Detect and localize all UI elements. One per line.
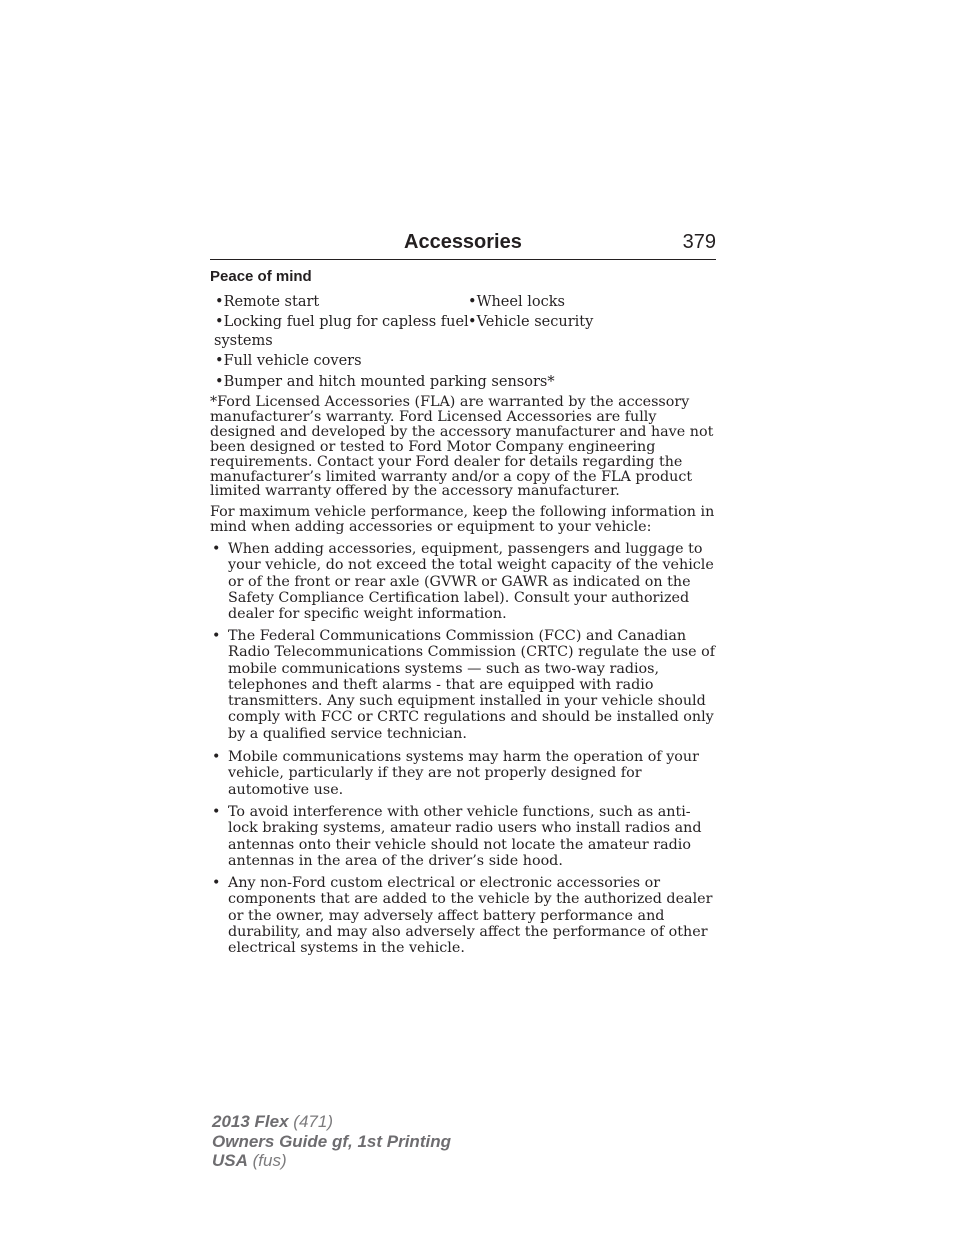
page-header bbox=[210, 229, 716, 260]
list-item: • Any non-Ford custom electrical or electronic accessories or components that are added to the vehicle by the authorized dealer or the owner, may adversely affect battery performance and durability, and may also adversely affect the performance of other electrical systems in the vehicle. bbox=[212, 875, 713, 957]
bullet-glyph: • bbox=[212, 804, 221, 820]
list-item: • The Federal Communications Commission (FCC) and Canadian Radio Telecommunications Commission (CRTC) regulate the use of mobile communications systems — such as two-way radios, telephones and theft alarms - that are equipped with radio transmitters. Any such equipment installed in your vehicle should comply with FCC or CRTC regulations and should be installed only by a qualified service technician. bbox=[212, 628, 716, 742]
warranty-note: *Ford Licensed Accessories (FLA) are warranted by the accessory manufacturer’s warranty. Ford Licensed Accessories are fully designed and developed by the accessory manufacturer and have not been designed or tested to Ford Motor Company engineering requirements. Contact your Ford dealer for details regarding the manufacturer’s limited warranty and/or a copy of the FLA product limited warranty offered by the accessory manufacturer. bbox=[210, 394, 714, 500]
list-item: •Vehicle security bbox=[468, 314, 594, 330]
bullet-glyph: • bbox=[215, 353, 224, 369]
list-item: •Full vehicle covers bbox=[215, 353, 362, 369]
bullet-glyph: • bbox=[212, 749, 221, 765]
list-item: • Mobile communications systems may harm the operation of your vehicle, particularly if they are not properly designed for automotive use. bbox=[212, 749, 699, 798]
footer-imprint: 2013 Flex (471) Owners Guide gf, 1st Printing USA (fus) bbox=[212, 1112, 451, 1170]
bullet-glyph: • bbox=[215, 374, 224, 390]
bullet-glyph: • bbox=[212, 875, 221, 891]
bullet-glyph: • bbox=[212, 628, 221, 644]
list-item: •Locking fuel plug for capless fuel systems bbox=[214, 314, 469, 349]
intro-paragraph: For maximum vehicle performance, keep the following information in mind when adding accessories or equipment to your vehicle: bbox=[210, 504, 715, 535]
bullet-glyph: • bbox=[468, 294, 477, 310]
list-item: •Wheel locks bbox=[468, 294, 565, 310]
list-item: •Bumper and hitch mounted parking sensors* bbox=[215, 374, 555, 390]
bullet-glyph: • bbox=[215, 314, 224, 330]
page-number: 379 bbox=[682, 231, 716, 253]
bullet-glyph: • bbox=[212, 541, 221, 557]
bullet-glyph: • bbox=[215, 294, 224, 310]
list-item: • When adding accessories, equipment, passengers and luggage to your vehicle, do not exceed the total weight capacity of the vehicle or of the front or rear axle (GVWR or GAWR as indicated on the Safety Compliance Certification label). Consult your authorized dealer for specific weight information. bbox=[212, 541, 714, 623]
bullet-glyph: • bbox=[468, 314, 477, 330]
list-item: • To avoid interference with other vehicle functions, such as anti-lock braking systems, amateur radio users who install radios and antennas onto their vehicle should not locate the amateur radio antennas in the area of the driver’s side hood. bbox=[212, 804, 702, 869]
list-item: •Remote start bbox=[215, 294, 320, 310]
chapter-title: Accessories bbox=[404, 231, 522, 253]
section-title: Peace of mind bbox=[210, 268, 312, 285]
